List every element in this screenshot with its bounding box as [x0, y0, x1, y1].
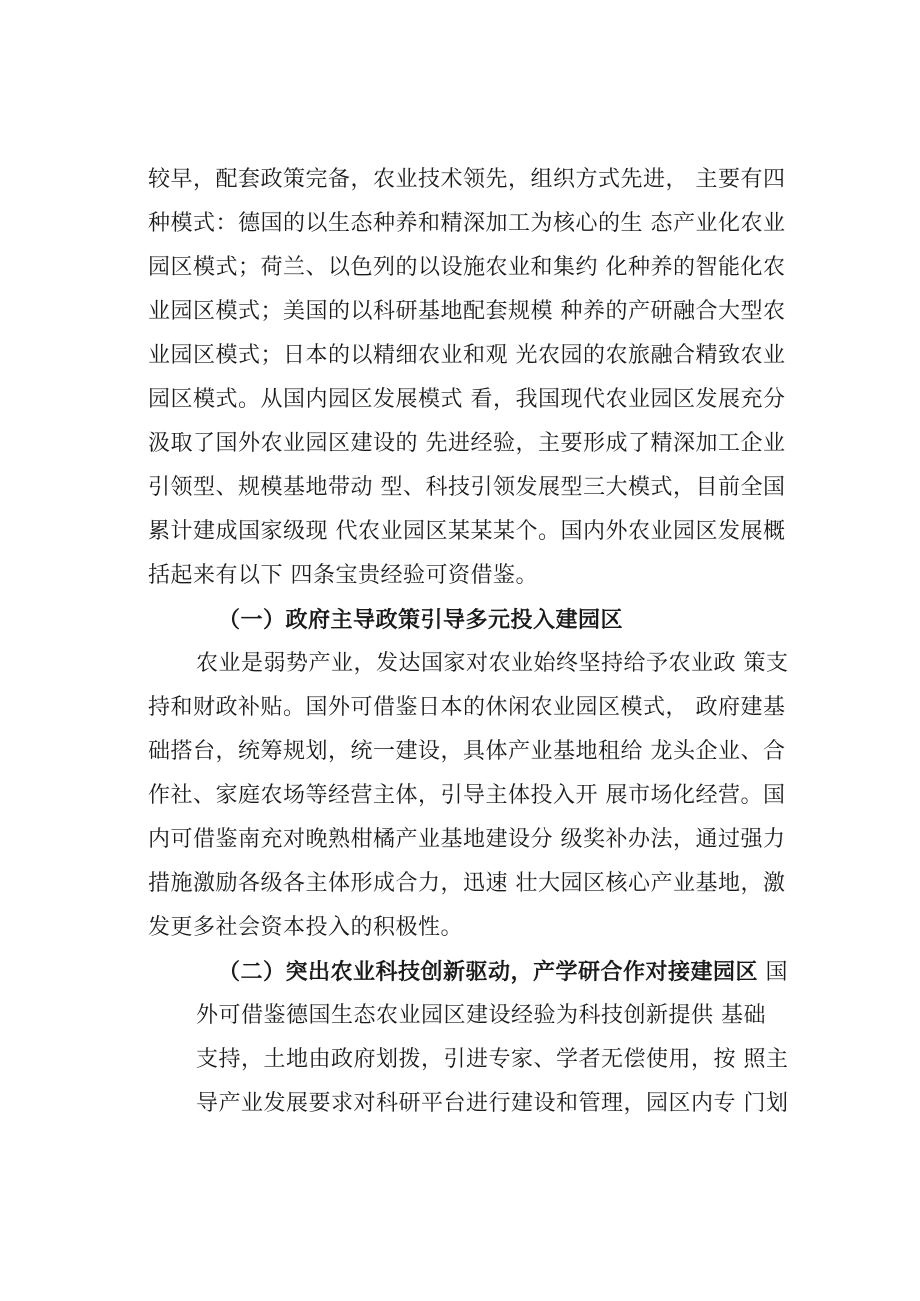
- paragraph-line: 引领型、规模基地带动 型、科技引领发展型三大模式，目前全国: [148, 475, 786, 500]
- paragraph-line: 持和财政补贴。国外可借鉴日本的休闲农业园区模式， 政府建基: [148, 695, 786, 720]
- paragraph-line: 园区模式。从国内园区发展模式 看，我国现代农业园区发展充分: [148, 387, 786, 412]
- section-heading-2: （二）突出农业科技创新驱动，产学研合作对接建园区: [218, 959, 759, 985]
- paragraph-line: 种模式：德国的以生态种养和精深加工为核心的生 态产业化农业: [148, 211, 786, 236]
- paragraph-line: 作社、家庭农场等经营主体，引导主体投入开 展市场化经营。国: [148, 783, 786, 808]
- paragraph-line: 园区模式；荷兰、以色列的以设施农业和集约 化种养的智能化农: [148, 255, 786, 280]
- paragraph-line: 较早，配套政策完备，农业技术领先，组织方式先进， 主要有四: [148, 167, 786, 192]
- paragraph-line: 业园区模式；美国的以科研基地配套规模 种养的产研融合大型农: [148, 299, 786, 324]
- paragraph-line: 内可借鉴南充对晚熟柑橘产业基地建设分 级奖补办法，通过强力: [148, 827, 786, 852]
- paragraph-line: 汲取了国外农业园区建设的 先进经验，主要形成了精深加工企业: [148, 431, 786, 456]
- paragraph-line: 农业是弱势产业，发达国家对农业始终坚持给予农业政 策支: [196, 651, 789, 676]
- section-heading-1: （一）政府主导政策引导多元投入建园区: [218, 607, 624, 633]
- paragraph-line: 括起来有以下 四条宝贵经验可资借鉴。: [148, 563, 538, 588]
- paragraph-line: 支持，土地由政府划拨，引进专家、学者无偿使用，按 照主: [196, 1047, 789, 1072]
- paragraph-line: 业园区模式；日本的以精细农业和观 光农园的农旅融合精致农业: [148, 343, 786, 368]
- paragraph-line: 措施激励各级各主体形成合力，迅速 壮大园区核心产业基地，激: [148, 871, 786, 896]
- paragraph-line: 发更多社会资本投入的积极性。: [148, 915, 464, 940]
- paragraph-line: 础搭台，统筹规划，统一建设，具体产业基地租给 龙头企业、合: [148, 739, 786, 764]
- paragraph-line: 外可借鉴德国生态农业园区建设经验为科技创新提供 基础: [196, 1003, 766, 1028]
- paragraph-line: 导产业发展要求对科研平台进行建设和管理，园区内专 门划: [196, 1091, 789, 1116]
- section-heading-2-line: [218, 950, 808, 994]
- paragraph-line: 累计建成国家级现 代农业园区某某某个。国内外农业园区发展概: [148, 519, 786, 544]
- paragraph-text: 国: [758, 960, 789, 985]
